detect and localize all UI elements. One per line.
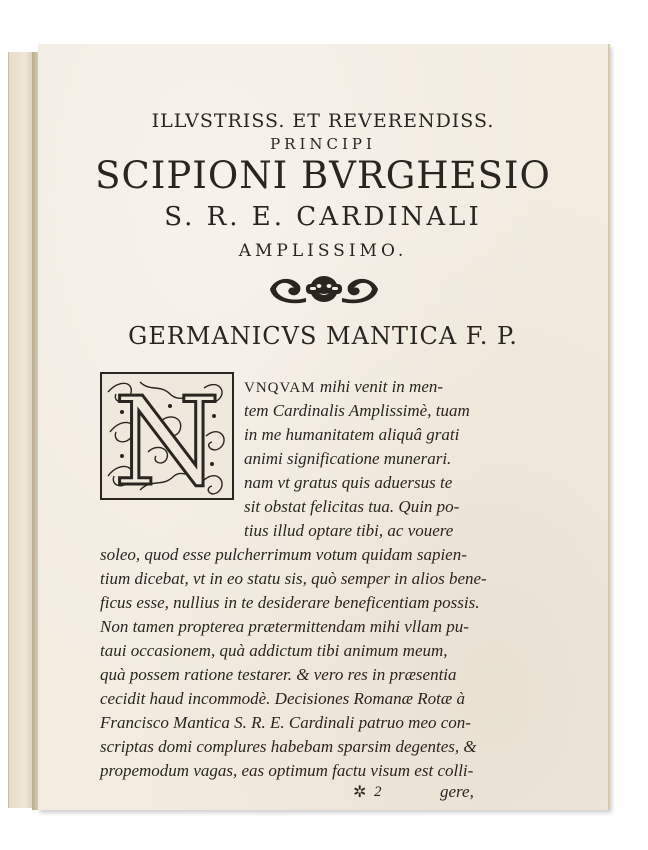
heading-line-5: AMPLISSIMO. xyxy=(238,241,408,261)
body-line-1: tem Cardinalis Amplissimè, tuam xyxy=(244,401,470,420)
body-line-12: quà possem ratione testarer. & vero res in præsentia xyxy=(100,665,457,684)
decorated-initial-icon xyxy=(100,372,234,500)
body-line-16: propemodum vagas, eas optimum factu visum est colli- xyxy=(100,761,474,780)
left-page-edge xyxy=(8,52,35,808)
body-line-13: cecidit haud incommodè. Decisiones Romanæ Rotæ à xyxy=(100,689,465,708)
body-line-2: in me humanitatem aliquâ grati xyxy=(244,425,460,444)
book xyxy=(8,44,612,812)
body-line-0 xyxy=(244,377,443,397)
body-line-14: Francisco Mantica S. R. E. Cardinali patruo meo con- xyxy=(100,713,471,732)
body-line-7: soleo, quod esse pulcherrimum votum quidam sapien- xyxy=(100,545,467,564)
body-line-11: taui occasionem, quà addictum tibi animum meum, xyxy=(100,641,448,660)
body-line-8: tium dicebat, vt in eo statu sis, quò semper in alios bene- xyxy=(100,569,487,588)
body-line-4: nam vt gratus quis aduersus te xyxy=(244,473,453,492)
body-line-15: scriptas domi complures habebam sparsim degentes, & xyxy=(100,737,477,756)
ornament-icon xyxy=(266,272,382,306)
heading-line-4: S. R. E. CARDINALI xyxy=(164,202,482,232)
body-first-caps: VNQVAM xyxy=(244,380,316,396)
body-line-3: animi significatione munerari. xyxy=(244,449,452,468)
catchword: gere, xyxy=(440,782,474,801)
author-line: GERMANICVS MANTICA F. P. xyxy=(128,322,518,350)
body-line-5: sit obstat felicitas tua. Quin po- xyxy=(244,497,460,516)
page xyxy=(38,44,610,810)
body-first-rest: mihi venit in men- xyxy=(315,377,444,396)
heading-line-1: ILLVSTRISS. ET REVERENDISS. xyxy=(151,110,495,132)
heading-line-3: SCIPIONI BVRGHESIO xyxy=(95,154,551,197)
body-line-10: Non tamen propterea prætermittendam mihi vllam pu- xyxy=(100,617,469,636)
heading-line-2: PRINCIPI xyxy=(270,135,376,153)
initial-letter: N xyxy=(113,372,221,500)
signature-mark: 2 xyxy=(374,784,382,800)
body-line-6: tius illud optare tibi, ac vouere xyxy=(244,521,454,540)
signature-star-icon: ✲ xyxy=(353,782,367,801)
body-line-9: ficus esse, nullius in te desiderare beneficentiam possis. xyxy=(100,593,480,612)
